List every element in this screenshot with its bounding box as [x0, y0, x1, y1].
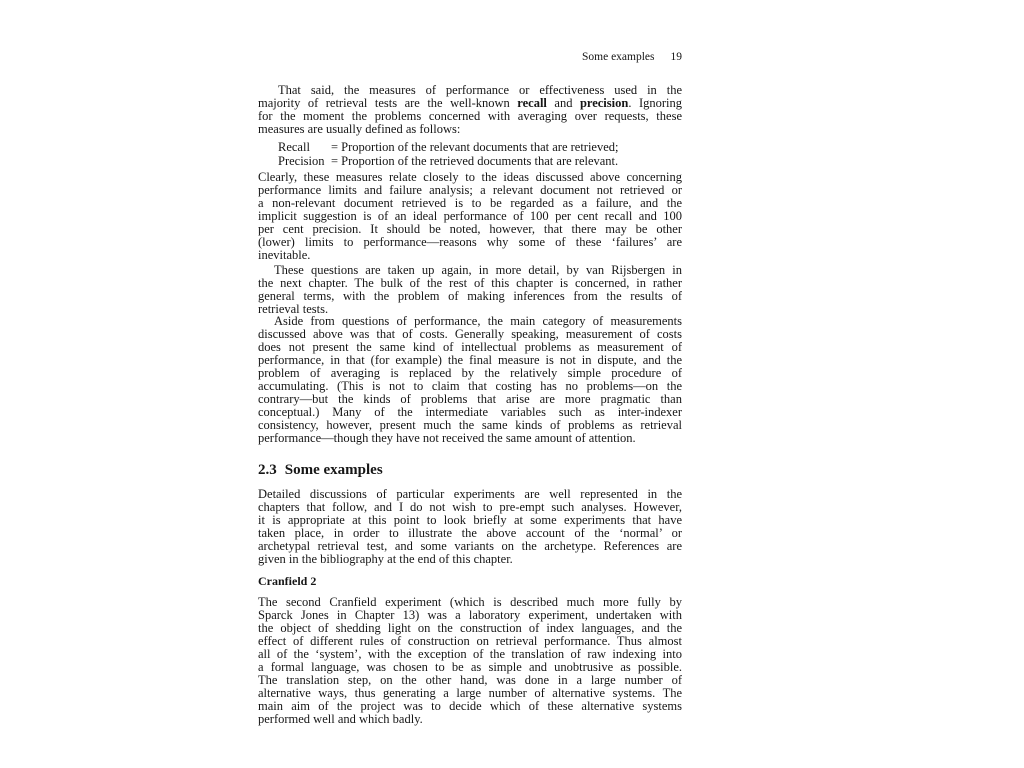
definition-recall — [278, 140, 682, 154]
definition-term: Recall — [278, 140, 310, 154]
text-segment: and — [546, 97, 580, 110]
definition-text: = Proportion of the relevant documents that are retrieved; — [331, 140, 619, 154]
text-line — [258, 97, 682, 110]
running-head-title: Some examples — [582, 51, 655, 63]
text-line: problem of averaging is replaced by the relatively simple procedure of — [258, 367, 682, 380]
section-number: 2.3 — [258, 462, 277, 478]
text-line: (lower) limits to performance—reasons why some of these ‘failures’ are — [258, 236, 682, 249]
text-line: accumulating. (This is not to claim that costing has no problems—on the — [258, 380, 682, 393]
text-line: chapters that follow, and I do not wish to pre-empt such analyses. However, — [258, 501, 682, 514]
paragraph — [258, 596, 682, 726]
text-line: the object of shedding light on the construction of index languages, and the — [258, 622, 682, 635]
text-line: Clearly, these measures relate closely to the ideas discussed above concerning — [258, 171, 682, 184]
text-line: discussed above was that of costs. Generally speaking, measurement of costs — [258, 328, 682, 341]
text-line: alternative ways, thus generating a large number of alternative systems. The — [258, 687, 682, 700]
definition-term: Precision — [278, 154, 325, 168]
text-line: conceptual.) Many of the intermediate variables such as inter-indexer — [258, 406, 682, 419]
section-title: Some examples — [284, 462, 383, 478]
text-line: inevitable. — [258, 249, 311, 262]
paragraph — [258, 264, 682, 316]
text-line: Aside from questions of performance, the main category of measurements — [274, 315, 682, 328]
text-line: main aim of the project was to decide which of these alternative systems — [258, 700, 682, 713]
running-head — [258, 50, 682, 64]
text-line: Sparck Jones in Chapter 13) was a laboratory experiment, undertaken with — [258, 609, 682, 622]
text-line: it is appropriate at this point to look briefly at some experiments that have — [258, 514, 682, 527]
bold-term: precision — [579, 97, 629, 110]
text-line: taken place, in order to illustrate the above account of the ‘normal’ or — [258, 527, 682, 540]
text-line: measures are usually defined as follows: — [258, 123, 461, 136]
text-line: performance, in that (for example) the final measure is not in dispute, and the — [258, 354, 682, 367]
text-line: performance limits and failure analysis; a relevant document not retrieved or — [258, 184, 682, 197]
text-line: These questions are taken up again, in more detail, by van Rijsbergen in — [274, 264, 682, 277]
page-number: 19 — [670, 51, 682, 63]
bold-term: recall — [517, 97, 547, 110]
text-line: implicit suggestion is of an ideal performance of 100 per cent recall and 100 — [258, 210, 682, 223]
definition-list — [258, 140, 682, 168]
section-heading — [258, 462, 682, 479]
text-line: a non-relevant document retrieved is to be regarded as a failure, and the — [258, 197, 682, 210]
text-line: effect of different rules of construction on retrieval performance. Thus almost — [258, 635, 682, 648]
text-line: does not present the same kind of intellectual problems as measurement of — [258, 341, 682, 354]
subsection-heading: Cranfield 2 — [258, 574, 317, 588]
text-segment: majority of retrieval tests are the well-known — [258, 97, 518, 110]
text-line: for the moment the problems concerned with averaging over requests, these — [258, 110, 682, 123]
definition-precision — [278, 154, 682, 168]
paragraph — [258, 171, 682, 262]
paragraph — [258, 315, 682, 445]
text-line: consistency, however, present much the same kinds of problems as retrieval — [258, 419, 682, 432]
text-line: The second Cranfield experiment (which is described much more fully by — [258, 596, 682, 609]
text-line: That said, the measures of performance or effectiveness used in the — [278, 84, 682, 97]
text-line: retrieval tests. — [258, 303, 329, 316]
text-line: the next chapter. The bulk of the rest of this chapter is concerned, in rather — [258, 277, 682, 290]
text-line: performance—though they have not received the same amount of attention. — [258, 432, 636, 445]
text-line: general terms, with the problem of making inferences from the results of — [258, 290, 682, 303]
text-line: The translation step, on the other hand, was done in a large number of — [258, 674, 682, 687]
text-line: per cent precision. It should be noted, however, that there may be other — [258, 223, 682, 236]
text-line: contrary—but the kinds of problems that arise are more pragmatic than — [258, 393, 682, 406]
text-line: a formal language, was chosen to be as simple and unobtrusive as possible. — [258, 661, 682, 674]
text-line: given in the bibliography at the end of this chapter. — [258, 553, 513, 566]
paragraph — [258, 84, 682, 136]
text-line: all of the ‘system’, with the exception of the translation of raw indexing into — [258, 648, 682, 661]
text-line: archetypal retrieval test, and some variants on the archetype. References are — [258, 540, 682, 553]
text-line: performed well and which badly. — [258, 713, 423, 726]
paragraph — [258, 488, 682, 566]
text-segment: . Ignoring — [628, 97, 682, 110]
definition-text: = Proportion of the retrieved documents that are relevant. — [331, 154, 619, 168]
text-line: Detailed discussions of particular experiments are well represented in the — [258, 488, 682, 501]
